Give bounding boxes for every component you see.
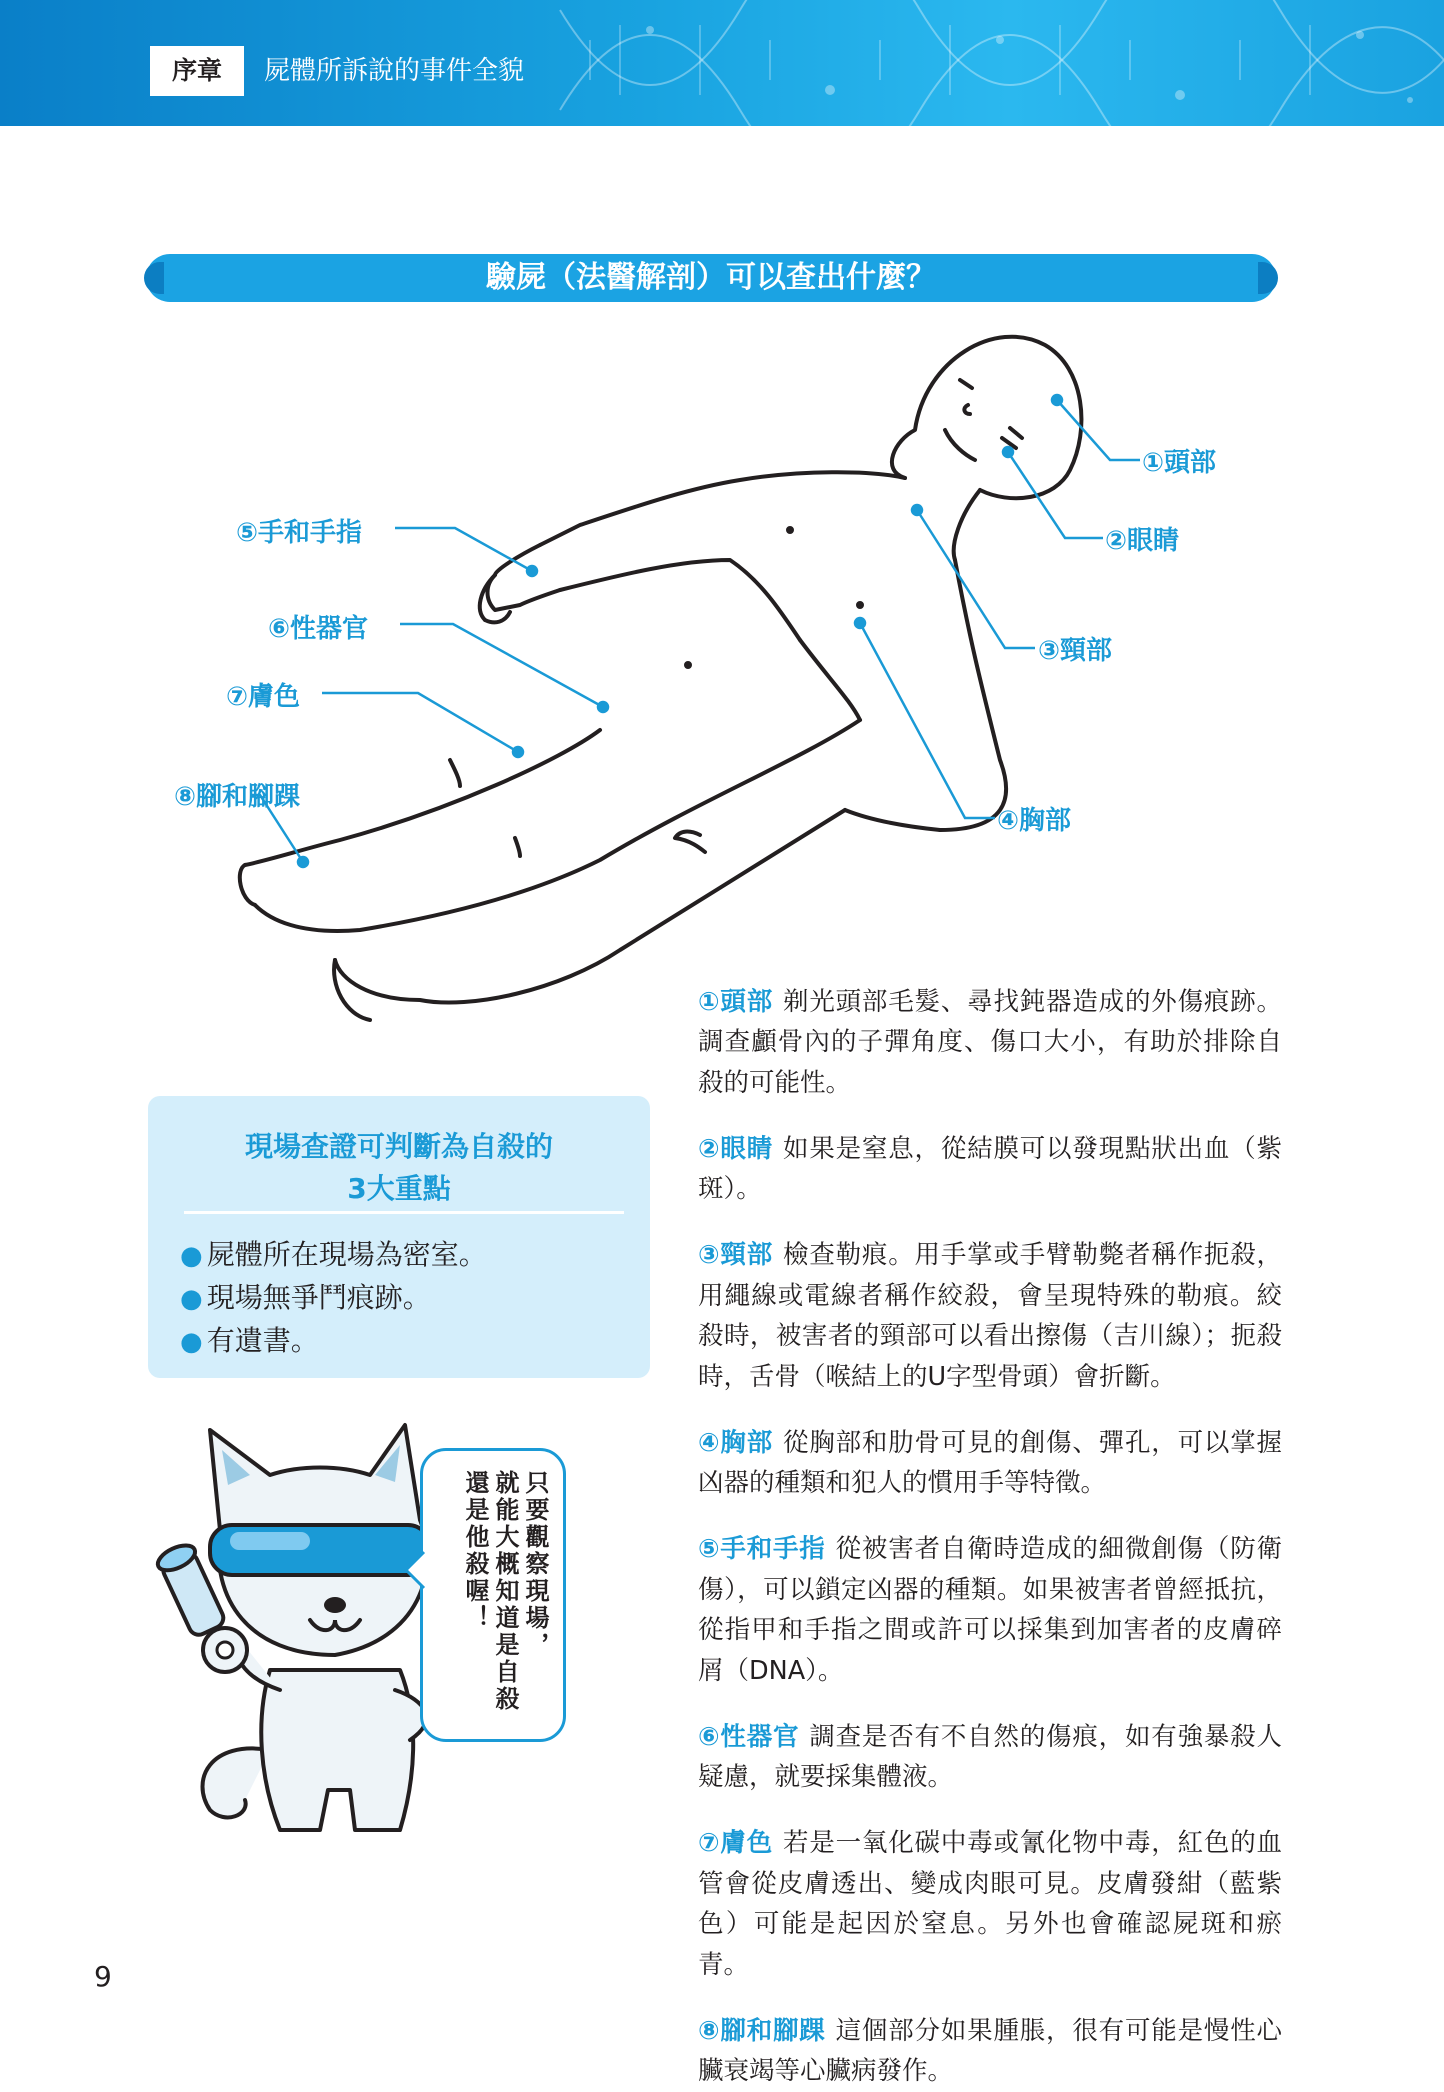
- checklist-title-line2: 3大重點: [347, 1172, 451, 1205]
- checklist-item-text: 屍體所在現場為密室。: [206, 1238, 487, 1271]
- explanation-term: ①頭部: [698, 986, 774, 1017]
- speech-line-3: 還是他殺喔！: [461, 1470, 489, 1632]
- checklist-item-text: 有遺書。: [206, 1324, 319, 1357]
- label-eyes: ②眼睛: [1105, 526, 1180, 556]
- explanation-text: 從被害者自衛時造成的細微創傷（防衛傷），可以鎖定凶器的種類。如果被害者曾經抵抗，從指甲和手指之間或許可以採集到加害者的皮膚碎屑（DNA）。: [698, 1534, 1282, 1686]
- explanation-term: ④胸部: [698, 1427, 774, 1458]
- bullet-dot-icon: ●: [180, 1284, 203, 1314]
- checklist-item: [180, 1277, 487, 1320]
- label-chest: ④胸部: [997, 806, 1072, 836]
- page-number: 9: [94, 1960, 112, 1993]
- speech-line-2: 就能大概知道是自殺: [491, 1470, 519, 1713]
- explanation-term: ③頸部: [698, 1240, 774, 1270]
- bullet-dot-icon: ●: [180, 1241, 203, 1271]
- explanation-eyes: [698, 1129, 1282, 1210]
- checklist-divider: [184, 1211, 624, 1214]
- explanation-skin: [698, 1823, 1282, 1985]
- label-skin: ⑦膚色: [226, 682, 301, 712]
- explanation-term: ⑦膚色: [698, 1828, 774, 1858]
- explanation-text: 若是一氧化碳中毒或氰化物中毒，紅色的血管會從皮膚透出、變成肉眼可見。皮膚發紺（藍紫色）可能是起因於窒息。另外也會確認屍斑和瘀青。: [698, 1828, 1282, 1980]
- checklist-item: [180, 1320, 487, 1363]
- explanation-text: 調查是否有不自然的傷痕，如有強暴殺人疑慮，就要採集體液。: [698, 1721, 1282, 1792]
- speech-bubble-tail: [404, 1550, 426, 1590]
- label-feet: ⑧腳和腳踝: [174, 782, 301, 812]
- body-outline-illustration: [0, 300, 1444, 1060]
- page-header: [0, 0, 1444, 126]
- explanation-term: ⑧腳和腳踝: [698, 2015, 826, 2046]
- explanation-text: 剃光頭部毛髮、尋找鈍器造成的外傷痕跡。調查顱骨內的子彈角度、傷口大小，有助於排除自殺的可能性。: [698, 986, 1282, 1098]
- explanation-term: ⑥性器官: [698, 1721, 800, 1752]
- explanation-text: 從胸部和肋骨可見的創傷、彈孔，可以掌握凶器的種類和犯人的慣用手等特徵。: [698, 1427, 1282, 1498]
- section-title: 驗屍（法醫解剖）可以查出什麼？: [486, 260, 936, 295]
- checklist-title: [148, 1126, 650, 1210]
- explanation-text: 這個部分如果腫脹，很有可能是慢性心臟衰竭等心臟病發作。: [698, 2015, 1282, 2086]
- suicide-checklist-box: [148, 1096, 650, 1378]
- label-genitals: ⑥性器官: [268, 614, 369, 644]
- bullet-dot-icon: ●: [180, 1327, 203, 1357]
- explanation-feet: [698, 2011, 1282, 2092]
- explanation-list: [698, 956, 1282, 2092]
- speech-bubble-text: [432, 1470, 550, 1720]
- explanation-neck: [698, 1235, 1282, 1397]
- speech-line-1: 只要觀察現場，: [521, 1470, 549, 1659]
- label-head: ①頭部: [1142, 448, 1217, 478]
- explanation-chest: [698, 1423, 1282, 1504]
- explanation-head: [698, 982, 1282, 1104]
- explanation-genitals: [698, 1717, 1282, 1798]
- checklist-item-text: 現場無爭鬥痕跡。: [206, 1281, 431, 1314]
- explanation-text: 如果是窒息，從結膜可以發現點狀出血（紫斑）。: [698, 1133, 1282, 1204]
- explanation-term: ⑤手和手指: [698, 1534, 826, 1564]
- explanation-text: 檢查勒痕。用手掌或手臂勒斃者稱作扼殺，用繩線或電線者稱作絞殺，會呈現特殊的勒痕。絞殺時，被害者的頸部可以看出擦傷（吉川線）；扼殺時，舌骨（喉結上的U字型骨頭）會折斷。: [698, 1240, 1282, 1392]
- checklist-items: [180, 1234, 487, 1363]
- chapter-tag: 序章: [150, 46, 244, 96]
- checklist-title-line1: 現場查證可判斷為自殺的: [244, 1130, 553, 1163]
- label-neck: ③頸部: [1038, 636, 1113, 666]
- label-hands: ⑤手和手指: [236, 518, 363, 548]
- checklist-item: [180, 1234, 487, 1277]
- explanation-term: ②眼睛: [698, 1133, 774, 1164]
- chapter-title: 屍體所訴說的事件全貌: [264, 56, 525, 86]
- section-banner: [146, 254, 1276, 302]
- explanation-hands: [698, 1529, 1282, 1691]
- body-diagram: [0, 300, 1444, 1060]
